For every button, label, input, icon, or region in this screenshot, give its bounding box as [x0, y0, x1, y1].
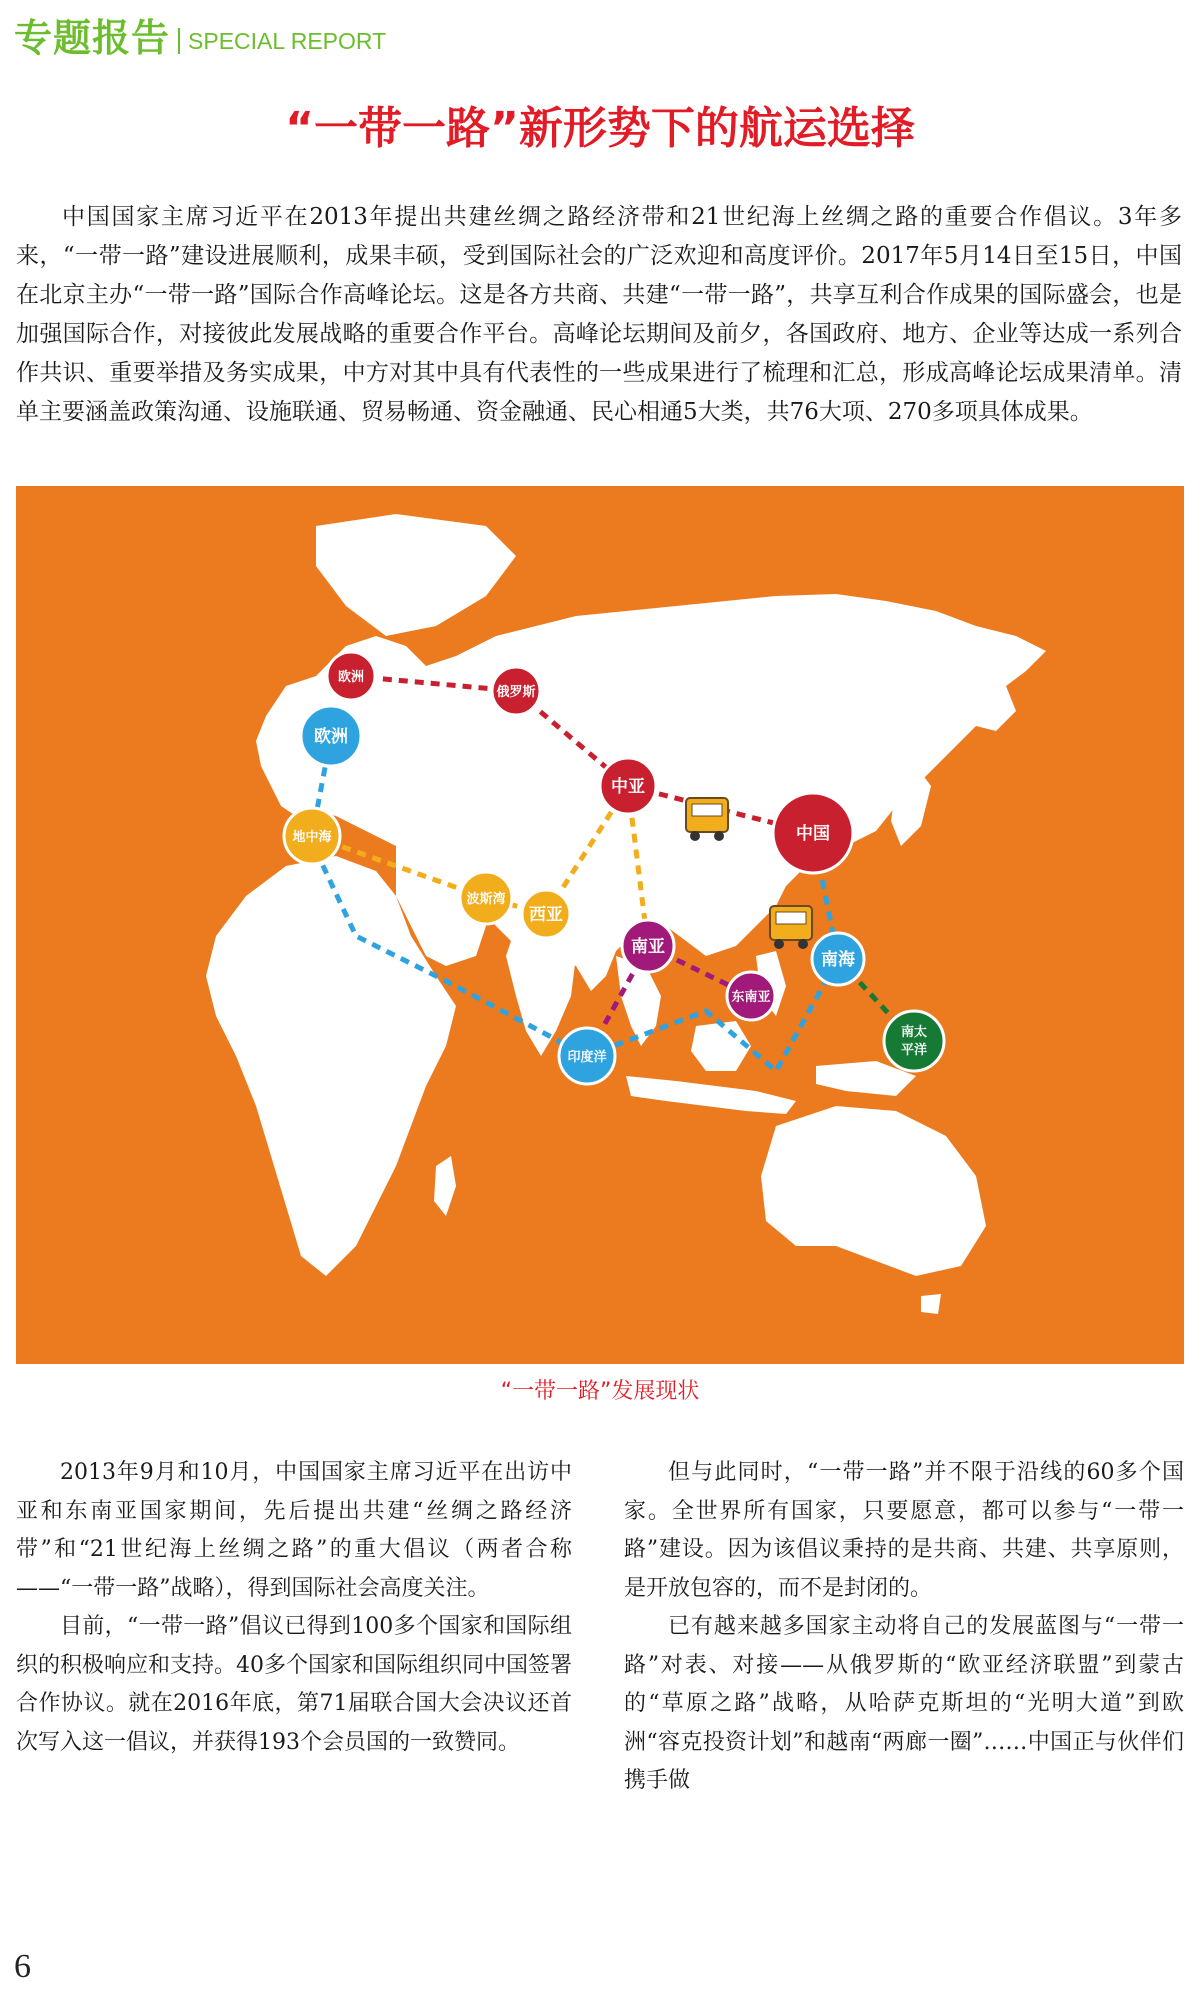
svg-text:俄罗斯: 俄罗斯 [496, 685, 536, 700]
node-europe-north [327, 652, 375, 700]
node-russia [492, 667, 540, 715]
left-paragraph-1: 2013年9月和10月，中国国家主席习近平在出访中亚和东南亚国家期间，先后提出共建“丝绸之路经济带”和“21世纪海上丝绸之路”的重大倡议（两者合称——“一带一路”战略），得到国际社会高度关注。 [16, 1460, 572, 1601]
node-south-asia [622, 920, 674, 972]
truck-icon-2 [770, 906, 812, 949]
right-paragraph-1: 但与此同时，“一带一路”并不限于沿线的60多个国家。全世界所有国家，只要愿意，都可以参与“一带一路”建设。因为该倡议秉持的是共商、共建、共享原则，是开放包容的，而不是封闭的。 [624, 1460, 1184, 1601]
node-south-china-sea [812, 933, 864, 985]
svg-text:平洋: 平洋 [900, 1043, 928, 1058]
left-paragraph-2: 目前，“一带一路”倡议已得到100多个国家和国际组织的积极响应和支持。40多个国家和国际组织同中国签署合作协议。就在2016年底，第71届联合国大会决议还首次写入这一倡议，并获得193个会员国的一致赞同。 [16, 1614, 572, 1755]
svg-text:南亚: 南亚 [631, 937, 665, 957]
svg-text:东南亚: 东南亚 [731, 990, 771, 1005]
node-west-asia [522, 890, 570, 938]
node-europe-west [301, 706, 361, 766]
land-madagascar [434, 1156, 456, 1216]
node-persian-gulf [460, 872, 512, 924]
node-mediterranean [284, 808, 340, 864]
map-caption: “一带一路”发展现状 [500, 1379, 700, 1404]
world-landmass [206, 514, 1046, 1314]
land-borneo [691, 1021, 751, 1071]
svg-text:欧洲: 欧洲 [337, 670, 365, 685]
right-paragraph-2: 已有越来越多国家主动将自己的发展蓝图与“一带一路”对表、对接——从俄罗斯的“欧亚经济联盟”到蒙古的“草原之路”战略，从哈萨克斯坦的“光明大道”到欧洲“容克投资计划”和越南“两廊一圈”……中国正与伙伴们携手做 [624, 1614, 1184, 1793]
svg-text:波斯湾: 波斯湾 [466, 892, 506, 907]
map-svg [16, 486, 1184, 1364]
node-indian-ocean [559, 1028, 615, 1084]
svg-text:欧洲: 欧洲 [314, 727, 348, 747]
section-title-cn: 专题报告 [14, 16, 171, 60]
section-title-en: SPECIAL REPORT [188, 28, 387, 54]
node-southeast-asia [727, 972, 775, 1020]
land-tasmania [921, 1294, 941, 1314]
land-indonesia [626, 1076, 796, 1114]
svg-text:印度洋: 印度洋 [567, 1050, 607, 1065]
right-column [624, 1454, 1184, 1801]
node-central-asia [600, 758, 656, 814]
node-south-pacific [884, 1011, 944, 1071]
svg-text:南太: 南太 [900, 1025, 928, 1040]
land-australia [761, 1106, 986, 1276]
svg-text:地中海: 地中海 [292, 830, 332, 845]
section-header [14, 12, 386, 60]
svg-text:南海: 南海 [821, 950, 855, 970]
svg-text:中国: 中国 [796, 824, 830, 844]
article-title: “一带一路”新形势下的航运选择 [285, 103, 915, 154]
node-china [773, 793, 853, 873]
page-number: 6 [14, 1948, 31, 1985]
belt-road-map [16, 486, 1184, 1364]
intro-paragraph: 中国国家主席习近平在2013年提出共建丝绸之路经济带和21世纪海上丝绸之路的重要合作倡议。3年多来，“一带一路”建设进展顺利，成果丰硕，受到国际社会的广泛欢迎和高度评价。2017年5月14日至15日，中国在北京主办“一带一路”国际合作高峰论坛。这是各方共商、共建“一带一路”，共享互利合作成果的国际盛会，也是加强国际合作，对接彼此发展战略的重要合作平台。高峰论坛期间及前夕，各国政府、地方、企业等达成一系列合作共识、重要举措及务实成果，中方对其中具有代表性的一些成果进行了梳理和汇总，形成高峰论坛成果清单。清单主要涵盖政策沟通、设施联通、贸易畅通、资金融通、民心相通5大类，共76大项、270多项具体成果。 [16, 204, 1182, 425]
header-divider [178, 28, 180, 54]
land-greenland [316, 514, 516, 636]
svg-text:中亚: 中亚 [611, 777, 645, 797]
left-column [16, 1454, 572, 1762]
svg-text:西亚: 西亚 [529, 905, 563, 925]
